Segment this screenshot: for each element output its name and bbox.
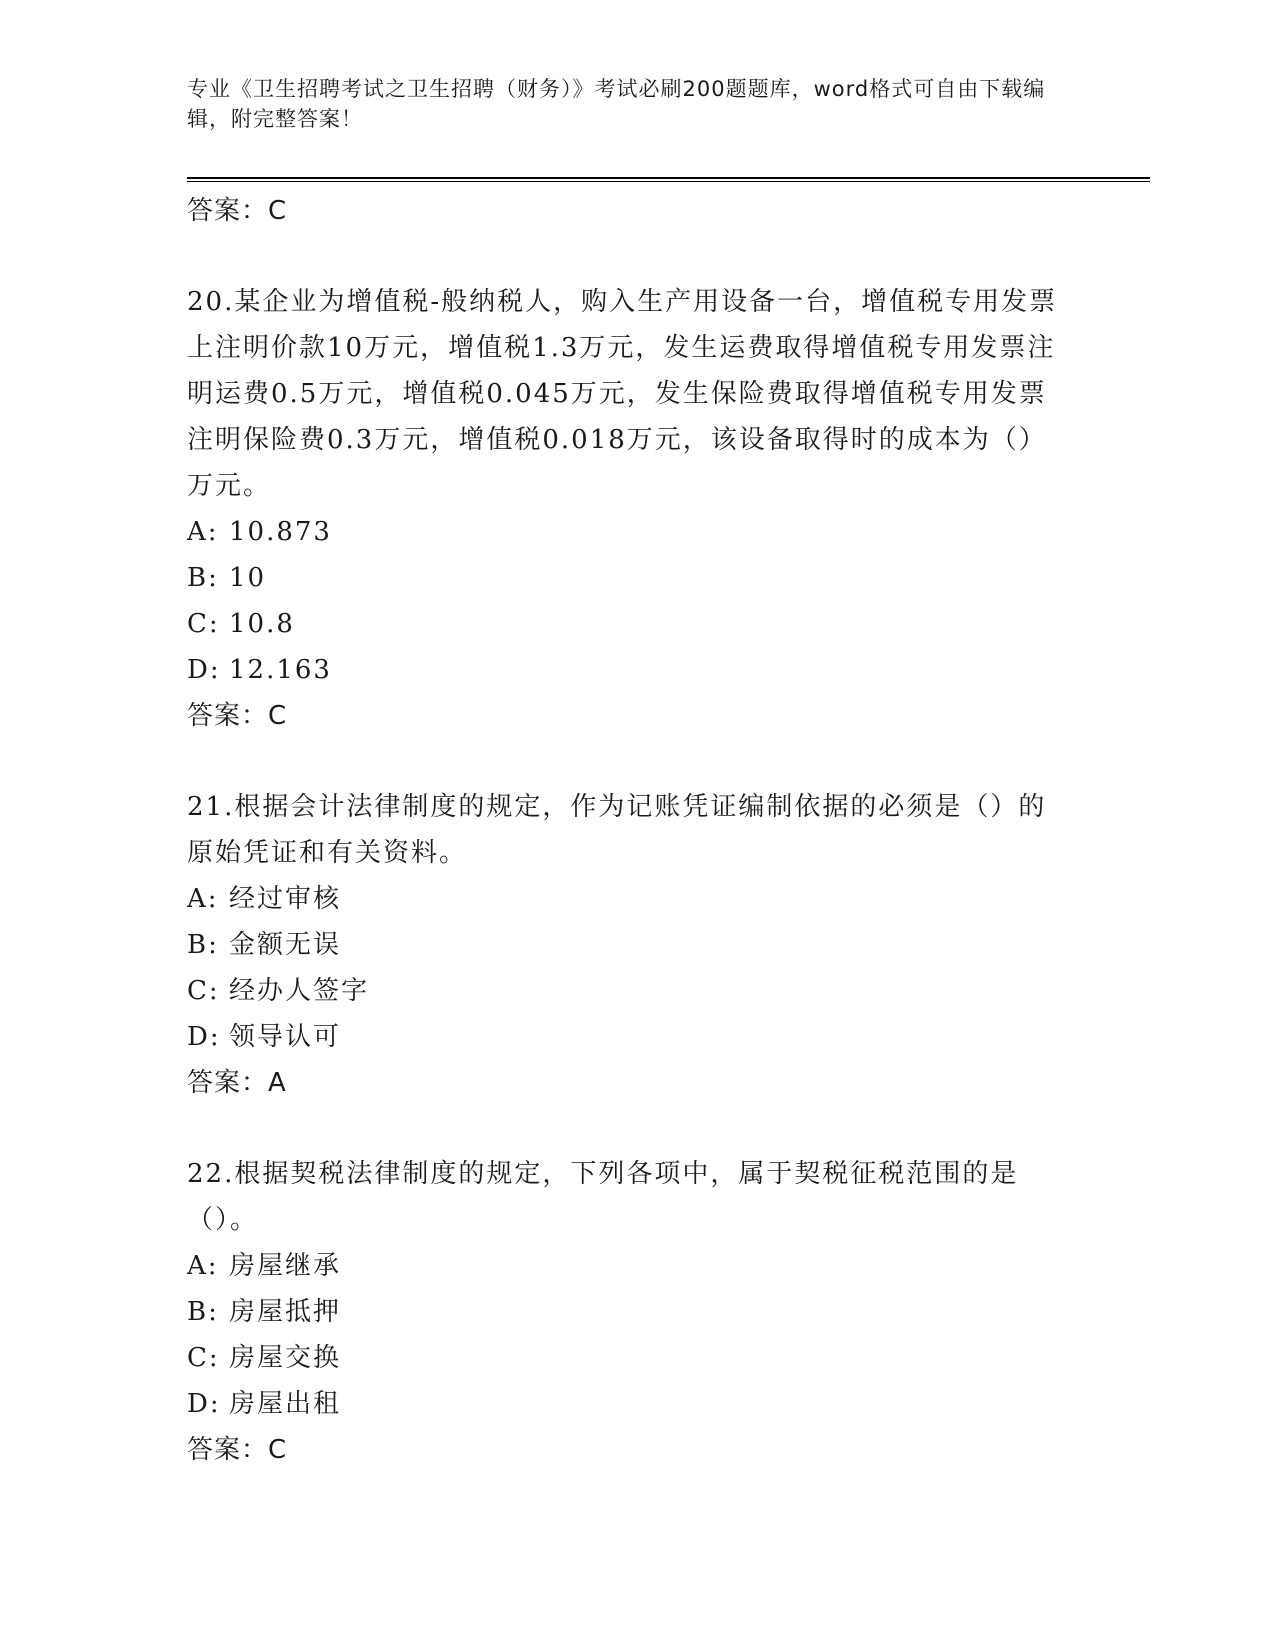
option-value: 房屋交换	[229, 1343, 342, 1373]
answer-value: A	[268, 1068, 288, 1098]
answer-label: 答案：	[187, 1435, 269, 1465]
option-value: 房屋抵押	[229, 1297, 342, 1327]
option-key: D:	[187, 1022, 221, 1052]
answer-value: C	[268, 701, 289, 731]
option-c	[187, 601, 1067, 647]
option-value: 金额无误	[229, 930, 342, 960]
option-a	[187, 509, 1067, 555]
option-a	[187, 876, 1067, 922]
option-key: B:	[187, 930, 219, 960]
question-text: 22.根据契税法律制度的规定，下列各项中，属于契税征税范围的是（）。	[187, 1159, 1019, 1235]
option-d	[187, 1381, 1067, 1427]
answer-label: 答案：	[187, 701, 269, 731]
answer-label: 答案：	[187, 196, 269, 226]
answer-label: 答案：	[187, 1068, 269, 1098]
answer-value: C	[268, 1435, 289, 1465]
option-key: C:	[187, 609, 220, 639]
option-value: 经过审核	[229, 884, 342, 914]
option-value: 经办人签字	[229, 976, 370, 1006]
option-key: A:	[187, 1251, 219, 1281]
option-key: A:	[187, 517, 219, 547]
option-key: C:	[187, 1343, 220, 1373]
prev-answer	[187, 188, 1067, 234]
option-key: D:	[187, 655, 221, 685]
option-key: C:	[187, 976, 220, 1006]
option-value: 10.8	[229, 609, 295, 639]
question-22	[187, 1151, 1067, 1473]
option-value: 10.873	[229, 517, 332, 547]
question-21	[187, 784, 1067, 1106]
option-value: 领导认可	[229, 1022, 342, 1052]
answer-value: C	[268, 196, 289, 226]
option-key: A:	[187, 884, 219, 914]
option-key: D:	[187, 1389, 221, 1419]
option-a	[187, 1243, 1067, 1289]
option-b	[187, 555, 1067, 601]
answer	[187, 1060, 1067, 1106]
option-value: 12.163	[229, 655, 332, 685]
option-d	[187, 1014, 1067, 1060]
document-title: 专业《卫生招聘考试之卫生招聘（财务）》考试必刷200题题库，word格式可自由下载编辑，附完整答案！	[187, 77, 1046, 131]
option-value: 房屋继承	[229, 1251, 342, 1281]
answer	[187, 1427, 1067, 1473]
option-c	[187, 968, 1067, 1014]
question-20	[187, 279, 1067, 739]
option-value: 房屋出租	[229, 1389, 342, 1419]
option-key: B:	[187, 563, 219, 593]
header-divider	[187, 177, 1150, 182]
option-c	[187, 1335, 1067, 1381]
option-b	[187, 922, 1067, 968]
option-b	[187, 1289, 1067, 1335]
option-value: 10	[229, 563, 267, 593]
question-list	[187, 188, 1067, 1473]
page-header	[187, 74, 1067, 134]
question-text: 21.根据会计法律制度的规定，作为记账凭证编制依据的必须是（）的原始凭证和有关资料。	[187, 792, 1047, 868]
question-text: 20.某企业为增值税-般纳税人，购入生产用设备一台，增值税专用发票上注明价款10万元，增值税1.3万元，发生运费取得增值税专用发票注明运费0.5万元，增值税0.045万元，发生保险费取得增值税专用发票注明保险费0.3万元，增值税0.018万元，该设备取得时的成本为（）万元。	[187, 287, 1058, 501]
answer	[187, 693, 1067, 739]
option-d	[187, 647, 1067, 693]
option-key: B:	[187, 1297, 219, 1327]
